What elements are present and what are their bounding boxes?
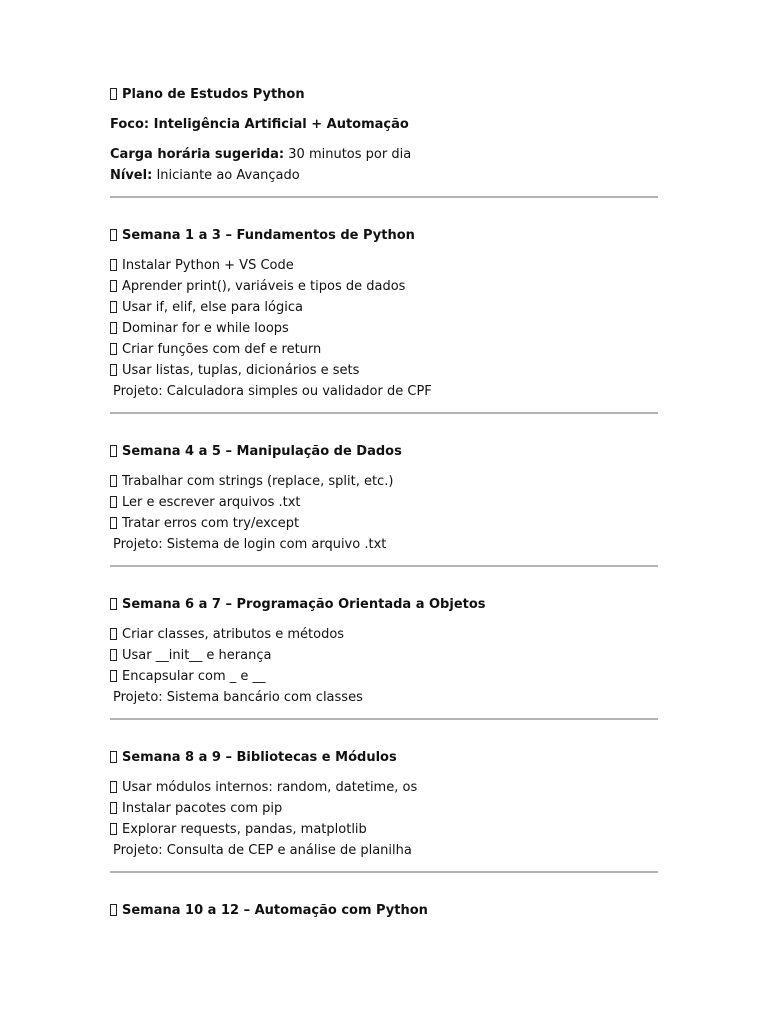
checkbox-glyph-icon [110,670,117,682]
checkbox-glyph-icon [110,280,117,292]
section-items [110,624,658,708]
list-item: Usar __init__ e herança [110,645,658,666]
nivel-value: Iniciante ao Avançado [156,168,300,183]
list-item: Usar módulos internos: random, datetime, os [110,777,658,798]
plan-header [110,84,658,198]
section-title: Semana 8 a 9 – Bibliotecas e Módulos [110,747,658,768]
plan-title-text: Plano de Estudos Python [122,87,305,102]
section-title: Semana 1 a 3 – Fundamentos de Python [110,225,658,246]
missing-glyph-icon [110,598,117,610]
section-divider [110,196,658,198]
list-item: Criar funções com def e return [110,339,658,360]
list-item: Aprender print(), variáveis e tipos de dados [110,276,658,297]
list-item: Dominar for e while loops [110,318,658,339]
week-section [110,594,658,720]
checkbox-glyph-icon [110,475,117,487]
list-item: Instalar pacotes com pip [110,798,658,819]
plan-nivel [110,165,658,186]
list-item: Encapsular com _ e __ [110,666,658,687]
checkbox-glyph-icon [110,496,117,508]
section-divider [110,565,658,567]
missing-glyph-icon [110,445,117,457]
section-divider [110,412,658,414]
checkbox-glyph-icon [110,649,117,661]
carga-label: Carga horária sugerida: [110,147,285,162]
section-divider [110,871,658,873]
section-title: Semana 10 a 12 – Automação com Python [110,900,658,921]
section-project: Projeto: Sistema de login com arquivo .txt [113,537,387,552]
list-item: Criar classes, atributos e métodos [110,624,658,645]
checkbox-glyph-icon [110,343,117,355]
list-item: Explorar requests, pandas, matplotlib [110,819,658,840]
section-title: Semana 6 a 7 – Programação Orientada a Objetos [110,594,658,615]
section-project: Projeto: Calculadora simples ou validador de CPF [113,384,432,399]
section-items [110,777,658,861]
list-item: Instalar Python + VS Code [110,255,658,276]
week-section [110,225,658,414]
missing-glyph-icon [110,751,117,763]
carga-value: 30 minutos por dia [288,147,412,162]
list-item: Trabalhar com strings (replace, split, etc.) [110,471,658,492]
missing-glyph-icon [110,229,117,241]
section-project: Projeto: Sistema bancário com classes [113,690,363,705]
section-title: Semana 4 a 5 – Manipulação de Dados [110,441,658,462]
checkbox-glyph-icon [110,364,117,376]
checkbox-glyph-icon [110,802,117,814]
week-section [110,900,658,921]
missing-glyph-icon [110,904,117,916]
nivel-label: Nível: [110,168,153,183]
checkbox-glyph-icon [110,823,117,835]
plan-carga [110,144,658,165]
list-item: Usar if, elif, else para lógica [110,297,658,318]
section-divider [110,718,658,720]
plan-focus: Foco: Inteligência Artificial + Automação [110,117,409,132]
checkbox-glyph-icon [110,322,117,334]
section-items [110,471,658,555]
checkbox-glyph-icon [110,517,117,529]
checkbox-glyph-icon [110,781,117,793]
list-item: Ler e escrever arquivos .txt [110,492,658,513]
week-section [110,747,658,873]
section-items [110,255,658,402]
document-content [110,84,658,921]
list-item: Usar listas, tuplas, dicionários e sets [110,360,658,381]
list-item: Tratar erros com try/except [110,513,658,534]
week-section [110,441,658,567]
plan-title [110,84,658,105]
checkbox-glyph-icon [110,301,117,313]
section-project: Projeto: Consulta de CEP e análise de planilha [113,843,412,858]
missing-glyph-icon [110,88,117,100]
checkbox-glyph-icon [110,259,117,271]
checkbox-glyph-icon [110,628,117,640]
